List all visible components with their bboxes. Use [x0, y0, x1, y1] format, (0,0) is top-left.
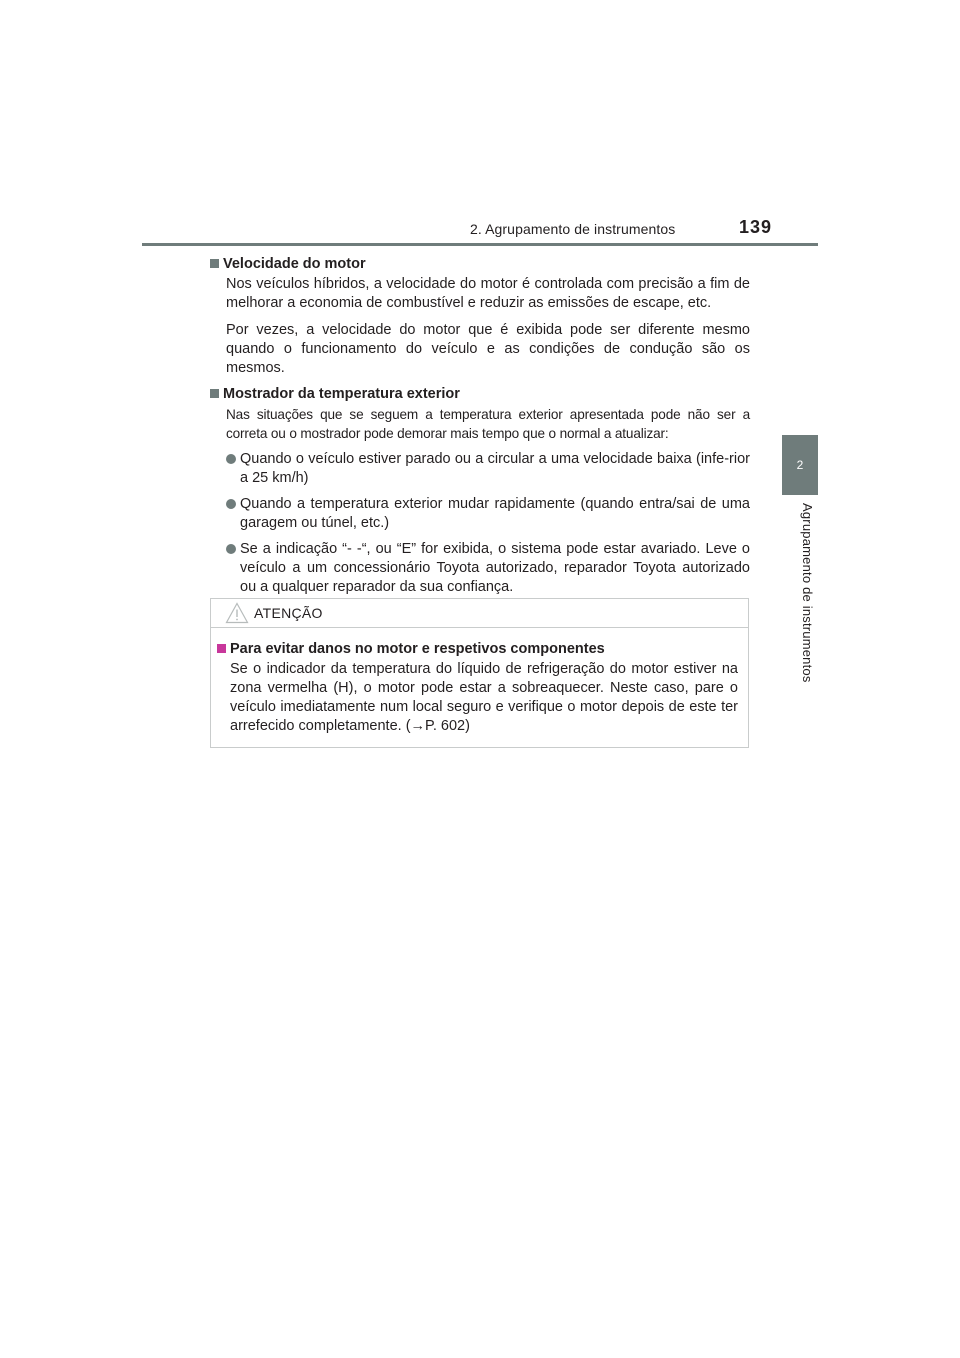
paragraph: Por vezes, a velocidade do motor que é exibida pode ser diferente mesmo quando o funcionamento do veículo e as condições de condução são os mesmos.: [226, 322, 750, 376]
warning-box: [210, 598, 749, 748]
square-bullet-icon: [217, 644, 226, 653]
warning-triangle-icon: [225, 602, 249, 624]
page-number: 139: [739, 217, 773, 237]
warning-heading: [217, 640, 738, 659]
list-item: [226, 540, 750, 597]
section-outside-temperature: [210, 385, 750, 597]
round-bullet-icon: [226, 454, 236, 464]
header-divider: [142, 243, 818, 246]
list-item: [226, 450, 750, 488]
chapter-tab-label: Agrupamento de instrumentos: [800, 503, 815, 683]
round-bullet-icon: [226, 544, 236, 554]
section-heading: [210, 255, 750, 274]
chapter-title: 2. Agrupamento de instrumentos: [470, 221, 676, 237]
section-engine-speed: [210, 255, 750, 378]
list-item-text: Se a indicação “- -“, ou “E” for exibida, o sistema pode estar avariado. Leve o veículo a um concessionário Toyota autorizado, reparador Toyota autorizado ou a qualquer reparador da sua confiança.: [240, 541, 750, 595]
paragraph: Nos veículos híbridos, a velocidade do motor é controlada com precisão a fim de melhorar a economia de combustível e reduzir as emissões de escape, etc.: [226, 276, 750, 311]
list-item-text: Quando a temperatura exterior mudar rapidamente (quando entra/sai de uma garagem ou túnel, etc.): [240, 496, 750, 531]
round-bullet-icon: [226, 499, 236, 509]
warning-heading-text: Para evitar danos no motor e respetivos componentes: [230, 641, 605, 657]
list-item: [226, 495, 750, 533]
section-heading-text: Mostrador da temperatura exterior: [223, 386, 460, 402]
warning-header: [211, 599, 748, 628]
warning-text: Se o indicador da temperatura do líquido de refrigeração do motor estiver na zona vermelha (H), o motor pode estar a sobreaquecer. Neste caso, pare o veículo imediatamente num local seguro e verifique o motor depois de este ter arrefecido completamente. (→P. 602): [230, 661, 738, 734]
square-bullet-icon: [210, 389, 219, 398]
paragraph: Nas situações que se seguem a temperatura exterior apresentada pode não ser a correta ou o mostrador pode demorar mais tempo que o normal a atualizar:: [226, 407, 750, 441]
chapter-tab-number: 2: [796, 458, 804, 472]
section-heading-text: Velocidade do motor: [223, 256, 366, 272]
square-bullet-icon: [210, 259, 219, 268]
section-heading: [210, 385, 750, 404]
list-item-text: Quando o veículo estiver parado ou a circular a uma velocidade baixa (infe-rior a 25 km/h): [240, 451, 750, 486]
warning-body: [211, 628, 748, 736]
chapter-tab: [782, 435, 818, 495]
warning-title: ATENÇÃO: [254, 605, 323, 621]
main-content: [210, 255, 750, 597]
